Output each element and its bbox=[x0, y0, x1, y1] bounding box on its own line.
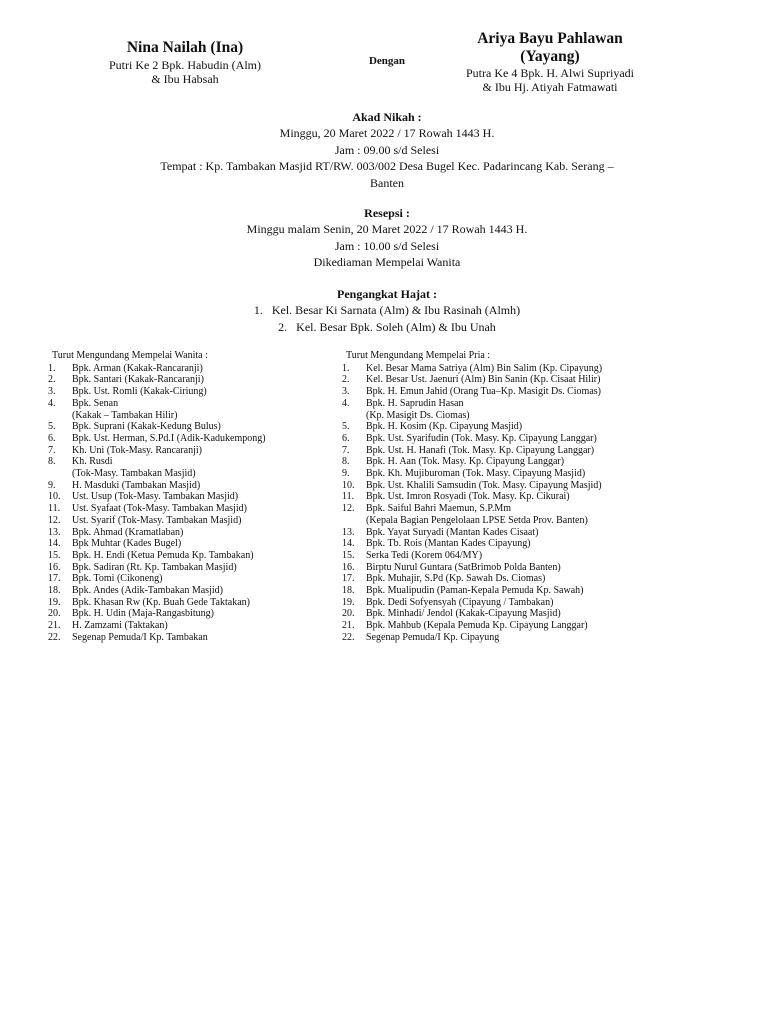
turut-pria-row-number: 15. bbox=[342, 549, 355, 561]
turut-pria-row bbox=[342, 398, 662, 410]
turut-wanita-row-number: 5. bbox=[48, 421, 56, 433]
turut-pria-row-text: Bpk. Kh. Mujiburoman (Tok. Masy. Cipayung Masjid) bbox=[366, 468, 586, 480]
turut-wanita-row-text: Bpk. Arman (Kakak-Rancaranji) bbox=[72, 362, 203, 374]
turut-pria-row-text: Bpk. Tb. Rois (Mantan Kades Cipayung) bbox=[366, 538, 531, 550]
turut-pria-row-number: 7. bbox=[342, 444, 350, 456]
turut-pria-row bbox=[342, 480, 662, 492]
turut-pria-row-text: Birptu Nurul Guntara (SatBrimob Polda Banten) bbox=[366, 561, 561, 573]
turut-pria-row bbox=[342, 468, 662, 480]
akad-date: Minggu, 20 Maret 2022 / 17 Rowah 1443 H. bbox=[279, 126, 495, 140]
turut-pria-row-text: Serka Tedi (Korem 064/MY) bbox=[366, 549, 483, 561]
turut-pria-row-number: 2. bbox=[342, 374, 350, 386]
turut-wanita-row-number: 22. bbox=[48, 631, 61, 643]
turut-pria-row bbox=[342, 503, 662, 515]
turut-mengundang-pria-list bbox=[342, 350, 662, 644]
turut-wanita-row bbox=[48, 433, 338, 445]
turut-wanita-row-number: 12. bbox=[48, 514, 61, 526]
turut-wanita-row-number: 3. bbox=[48, 386, 56, 398]
turut-wanita-row bbox=[48, 608, 338, 620]
turut-pria-row-text: Bpk. Muhajir, S.Pd (Kp. Sawah Ds. Ciomas) bbox=[366, 573, 546, 585]
bride-block bbox=[96, 38, 274, 86]
turut-pria-row bbox=[342, 433, 662, 445]
turut-pria-row bbox=[342, 573, 662, 585]
resepsi-place: Dikediaman Mempelai Wanita bbox=[313, 255, 461, 269]
turut-wanita-row-text: Bpk. Ust. Herman, S.Pd.I (Adik-Kadukempong) bbox=[72, 432, 266, 444]
turut-wanita-row-number: 2. bbox=[48, 374, 56, 386]
turut-pria-row bbox=[342, 597, 662, 609]
turut-pria-row bbox=[342, 632, 662, 644]
turut-pria-row-text: Bpk. Minhadi/ Jendol (Kakak-Cipayung Masjid) bbox=[366, 608, 561, 620]
turut-wanita-row-number: 1. bbox=[48, 362, 56, 374]
turut-pria-row-number: 1. bbox=[342, 362, 350, 374]
turut-wanita-row-text: Bpk. Andes (Adik-Tambakan Masjid) bbox=[72, 585, 223, 597]
turut-wanita-row bbox=[48, 386, 338, 398]
groom-parents-line1: Putra Ke 4 Bpk. H. Alwi Supriyadi bbox=[466, 66, 634, 80]
turut-pria-row-text: Kel. Besar Mama Satriya (Alm) Bin Salim (Kp. Cipayung) bbox=[366, 362, 603, 374]
turut-wanita-row bbox=[48, 398, 338, 410]
turut-wanita-row-number: 8. bbox=[48, 456, 56, 468]
turut-mengundang-pria-heading: Turut Mengundang Mempelai Pria : bbox=[346, 350, 491, 361]
turut-wanita-row-text: Bpk. H. Udin (Maja-Rangasbitung) bbox=[72, 608, 214, 620]
turut-pria-row-number: 6. bbox=[342, 432, 350, 444]
turut-wanita-row-text: Bpk. Khasan Rw (Kp. Buah Gede Taktakan) bbox=[72, 596, 250, 608]
turut-pria-row-text: Bpk. Yayat Suryadi (Mantan Kades Cisaat) bbox=[366, 526, 539, 538]
turut-wanita-row-number: 10. bbox=[48, 491, 61, 503]
turut-pria-row bbox=[342, 515, 662, 527]
pengangkat-item bbox=[80, 319, 694, 336]
turut-pria-row bbox=[342, 550, 662, 562]
pengangkat-item-number: 1. bbox=[253, 303, 263, 317]
turut-wanita-row-text: H. Masduki (Tambakan Masjid) bbox=[72, 479, 201, 491]
turut-wanita-row bbox=[48, 538, 338, 550]
turut-pria-row-text: Kel. Besar Ust. Jaenuri (Alm) Bin Sanin (Kp. Cisaat Hilir) bbox=[366, 374, 601, 386]
groom-nickname: (Yayang) bbox=[520, 48, 580, 65]
turut-wanita-row-text: H. Zamzami (Taktakan) bbox=[72, 620, 168, 632]
turut-wanita-row-text: Bpk. Tomi (Cikoneng) bbox=[72, 573, 163, 585]
pengangkat-item-number: 2. bbox=[278, 319, 288, 334]
turut-pria-row-number: 17. bbox=[342, 573, 355, 585]
turut-wanita-row bbox=[48, 620, 338, 632]
turut-pria-row bbox=[342, 410, 662, 422]
turut-pria-row-text: Bpk. Dedi Sofyensyah (Cipayung / Tambakan) bbox=[366, 596, 554, 608]
turut-wanita-row-number: 17. bbox=[48, 573, 61, 585]
turut-pria-row-text: Bpk. H. Saprudin Hasan bbox=[366, 397, 464, 409]
turut-pria-row-number: 9. bbox=[342, 468, 350, 480]
turut-wanita-row-text: Ust. Syarif (Tok-Masy. Tambakan Masjid) bbox=[72, 514, 242, 526]
turut-pria-row-number: 18. bbox=[342, 585, 355, 597]
turut-wanita-row-text: Ust. Usup (Tok-Masy. Tambakan Masjid) bbox=[72, 491, 239, 503]
turut-wanita-row-text: Bpk. Suprani (Kakak-Kedung Bulus) bbox=[72, 421, 221, 433]
turut-wanita-row-text: Bpk. Sadiran (Rt. Kp. Tambakan Masjid) bbox=[72, 561, 237, 573]
turut-wanita-row-number: 18. bbox=[48, 585, 61, 597]
turut-wanita-row bbox=[48, 632, 338, 644]
turut-pria-row-number: 19. bbox=[342, 596, 355, 608]
turut-wanita-row bbox=[48, 468, 338, 480]
turut-pria-row-number: 4. bbox=[342, 397, 350, 409]
turut-pria-row-number: 21. bbox=[342, 620, 355, 632]
bride-parents-line1: Putri Ke 2 Bpk. Habudin (Alm) bbox=[109, 58, 261, 72]
turut-wanita-row-text: Bpk. H. Endi (Ketua Pemuda Kp. Tambakan) bbox=[72, 549, 254, 561]
turut-wanita-row bbox=[48, 585, 338, 597]
turut-wanita-row bbox=[48, 445, 338, 457]
turut-wanita-row-number: 16. bbox=[48, 561, 61, 573]
turut-wanita-row bbox=[48, 597, 338, 609]
turut-pria-row bbox=[342, 608, 662, 620]
turut-pria-row bbox=[342, 421, 662, 433]
turut-wanita-row bbox=[48, 410, 338, 422]
turut-wanita-row-number: 14. bbox=[48, 538, 61, 550]
groom-block bbox=[438, 30, 662, 94]
pengangkat-item bbox=[80, 302, 694, 319]
turut-wanita-row bbox=[48, 480, 338, 492]
turut-pria-row-text: Bpk. Mahbub (Kepala Pemuda Kp. Cipayung Langgar) bbox=[366, 620, 588, 632]
turut-pria-row bbox=[342, 374, 662, 386]
turut-wanita-row-text: Bpk. Senan bbox=[72, 397, 119, 409]
turut-pria-row-text: Bpk. Ust. H. Hanafi (Tok. Masy. Kp. Cipayung Langgar) bbox=[366, 444, 595, 456]
pengangkat-title: Pengangkat Hajat : bbox=[337, 287, 437, 301]
turut-wanita-row-number: 21. bbox=[48, 620, 61, 632]
bride-parents-line2: & Ibu Habsah bbox=[151, 72, 219, 86]
turut-wanita-row-number: 20. bbox=[48, 608, 61, 620]
akad-title: Akad Nikah : bbox=[352, 110, 422, 124]
resepsi-date: Minggu malam Senin, 20 Maret 2022 / 17 Rowah 1443 H. bbox=[246, 222, 528, 236]
turut-wanita-row-text: Ust. Syafaat (Tok-Masy. Tambakan Masjid) bbox=[72, 503, 247, 515]
turut-pria-row-number: 14. bbox=[342, 538, 355, 550]
turut-pria-row bbox=[342, 445, 662, 457]
turut-pria-row-text: Bpk. Ust. Syarifudin (Tok. Masy. Kp. Cipayung Langgar) bbox=[366, 432, 597, 444]
pengangkat-item-text: Kel. Besar Ki Sarnata (Alm) & Ibu Rasinah (Almh) bbox=[271, 303, 521, 317]
turut-pria-row-number bbox=[342, 515, 366, 527]
turut-wanita-row-number bbox=[48, 468, 72, 480]
resepsi-time: Jam : 10.00 s/d Selesi bbox=[334, 238, 440, 253]
turut-wanita-row bbox=[48, 456, 338, 468]
turut-pria-row-number bbox=[342, 410, 366, 422]
turut-pria-row-text: Bpk. Ust. Khalili Samsudin (Tok. Masy. Cipayung Masjid) bbox=[366, 479, 602, 491]
turut-wanita-row-text: Segenap Pemuda/I Kp. Tambakan bbox=[72, 631, 208, 643]
turut-wanita-row-text: Kh. Rusdi bbox=[72, 456, 113, 468]
turut-pria-row-text: Bpk. H. Emun Jahid (Orang Tua–Kp. Masigit Ds. Ciomas) bbox=[366, 386, 601, 398]
turut-wanita-row-text: (Tok-Masy. Tambakan Masjid) bbox=[72, 468, 196, 480]
turut-wanita-row bbox=[48, 374, 338, 386]
turut-wanita-row bbox=[48, 515, 338, 527]
pengangkat-list bbox=[80, 302, 694, 335]
turut-wanita-row-text: Bpk. Ust. Romli (Kakak-Ciriung) bbox=[72, 386, 207, 398]
akad-section bbox=[80, 109, 694, 191]
turut-pria-row-number: 3. bbox=[342, 386, 350, 398]
turut-wanita-row-text: Kh. Uni (Tok-Masy. Rancaranji) bbox=[72, 444, 203, 456]
turut-pria-row-number: 13. bbox=[342, 526, 355, 538]
turut-pria-row-number: 20. bbox=[342, 608, 355, 620]
turut-wanita-row-text: Bpk. Santari (Kakak-Rancaranji) bbox=[72, 374, 204, 386]
turut-pria-row bbox=[342, 456, 662, 468]
turut-pria-row-text: Bpk. H. Aan (Tok. Masy. Kp. Cipayung Langgar) bbox=[366, 456, 565, 468]
bride-name: Nina Nailah (Ina) bbox=[126, 39, 244, 56]
groom-name: Ariya Bayu Pahlawan bbox=[477, 30, 623, 47]
turut-wanita-row bbox=[48, 421, 338, 433]
turut-pria-row bbox=[342, 620, 662, 632]
turut-pria-row-number: 5. bbox=[342, 421, 350, 433]
turut-wanita-row-number: 13. bbox=[48, 526, 61, 538]
turut-pria-row-text: Bpk. Saiful Bahri Maemun, S.P.Mm bbox=[366, 503, 512, 515]
turut-pria-row bbox=[342, 386, 662, 398]
turut-wanita-row bbox=[48, 562, 338, 574]
turut-wanita-row bbox=[48, 573, 338, 585]
turut-mengundang-wanita-heading: Turut Mengundang Mempelai Wanita : bbox=[52, 350, 208, 361]
turut-pria-row-text: Bpk. Ust. Imron Rosyadi (Tok. Masy. Kp. Cikurai) bbox=[366, 491, 570, 503]
connector-dengan: Dengan bbox=[368, 55, 406, 67]
turut-pria-row-text: Bpk. Mualipudin (Paman-Kepala Pemuda Kp. Sawah) bbox=[366, 585, 584, 597]
turut-wanita-row-number: 6. bbox=[48, 432, 56, 444]
turut-pria-row-text: (Kp. Masigit Ds. Ciomas) bbox=[366, 409, 470, 421]
turut-wanita-row-text: Bpk. Ahmad (Kramatlaban) bbox=[72, 526, 184, 538]
turut-pria-row-number: 11. bbox=[342, 491, 355, 503]
turut-wanita-row-text: Bpk Muhtar (Kades Bugel) bbox=[72, 538, 182, 550]
turut-pria-row bbox=[342, 562, 662, 574]
akad-place-cont: Banten bbox=[370, 175, 404, 190]
turut-pria-row bbox=[342, 538, 662, 550]
turut-pria-row-text: (Kepala Bagian Pengelolaan LPSE Setda Prov. Banten) bbox=[366, 514, 588, 526]
pengangkat-section bbox=[80, 286, 694, 335]
turut-wanita-row-number: 15. bbox=[48, 549, 61, 561]
akad-time: Jam : 09.00 s/d Selesi bbox=[334, 142, 440, 157]
akad-place: Tempat : Kp. Tambakan Masjid RT/RW. 003/002 Desa Bugel Kec. Padarincang Kab. Serang – bbox=[160, 159, 614, 173]
turut-pria-row-number: 22. bbox=[342, 631, 355, 643]
turut-pria-row-number: 12. bbox=[342, 503, 355, 515]
turut-pria-row bbox=[342, 585, 662, 597]
resepsi-title: Resepsi : bbox=[364, 206, 410, 220]
turut-pria-row-number: 16. bbox=[342, 561, 355, 573]
turut-pria-row-text: Bpk. H. Kosim (Kp. Cipayung Masjid) bbox=[366, 421, 523, 433]
turut-pria-row-number: 8. bbox=[342, 456, 350, 468]
turut-wanita-row-number: 11. bbox=[48, 503, 61, 515]
turut-wanita-row bbox=[48, 363, 338, 375]
turut-pria-row-text: Segenap Pemuda/I Kp. Cipayung bbox=[366, 631, 500, 643]
turut-pria-row bbox=[342, 491, 662, 503]
pengangkat-item-text: Kel. Besar Bpk. Soleh (Alm) & Ibu Unah bbox=[296, 319, 496, 334]
turut-pria-row-number: 10. bbox=[342, 479, 355, 491]
turut-wanita-row bbox=[48, 527, 338, 539]
turut-wanita-row-number: 9. bbox=[48, 479, 56, 491]
turut-wanita-row-number bbox=[48, 410, 72, 422]
turut-mengundang-wanita-list bbox=[48, 350, 338, 644]
groom-parents-line2: & Ibu Hj. Atiyah Fatmawati bbox=[482, 80, 618, 94]
turut-wanita-row bbox=[48, 550, 338, 562]
turut-pria-row bbox=[342, 363, 662, 375]
turut-wanita-row bbox=[48, 491, 338, 503]
turut-wanita-row-number: 4. bbox=[48, 397, 56, 409]
resepsi-section bbox=[80, 205, 694, 271]
turut-wanita-row bbox=[48, 503, 338, 515]
turut-wanita-row-number: 7. bbox=[48, 444, 56, 456]
turut-wanita-row-text: (Kakak – Tambakan Hilir) bbox=[72, 409, 178, 421]
turut-pria-row bbox=[342, 527, 662, 539]
turut-wanita-row-number: 19. bbox=[48, 596, 61, 608]
